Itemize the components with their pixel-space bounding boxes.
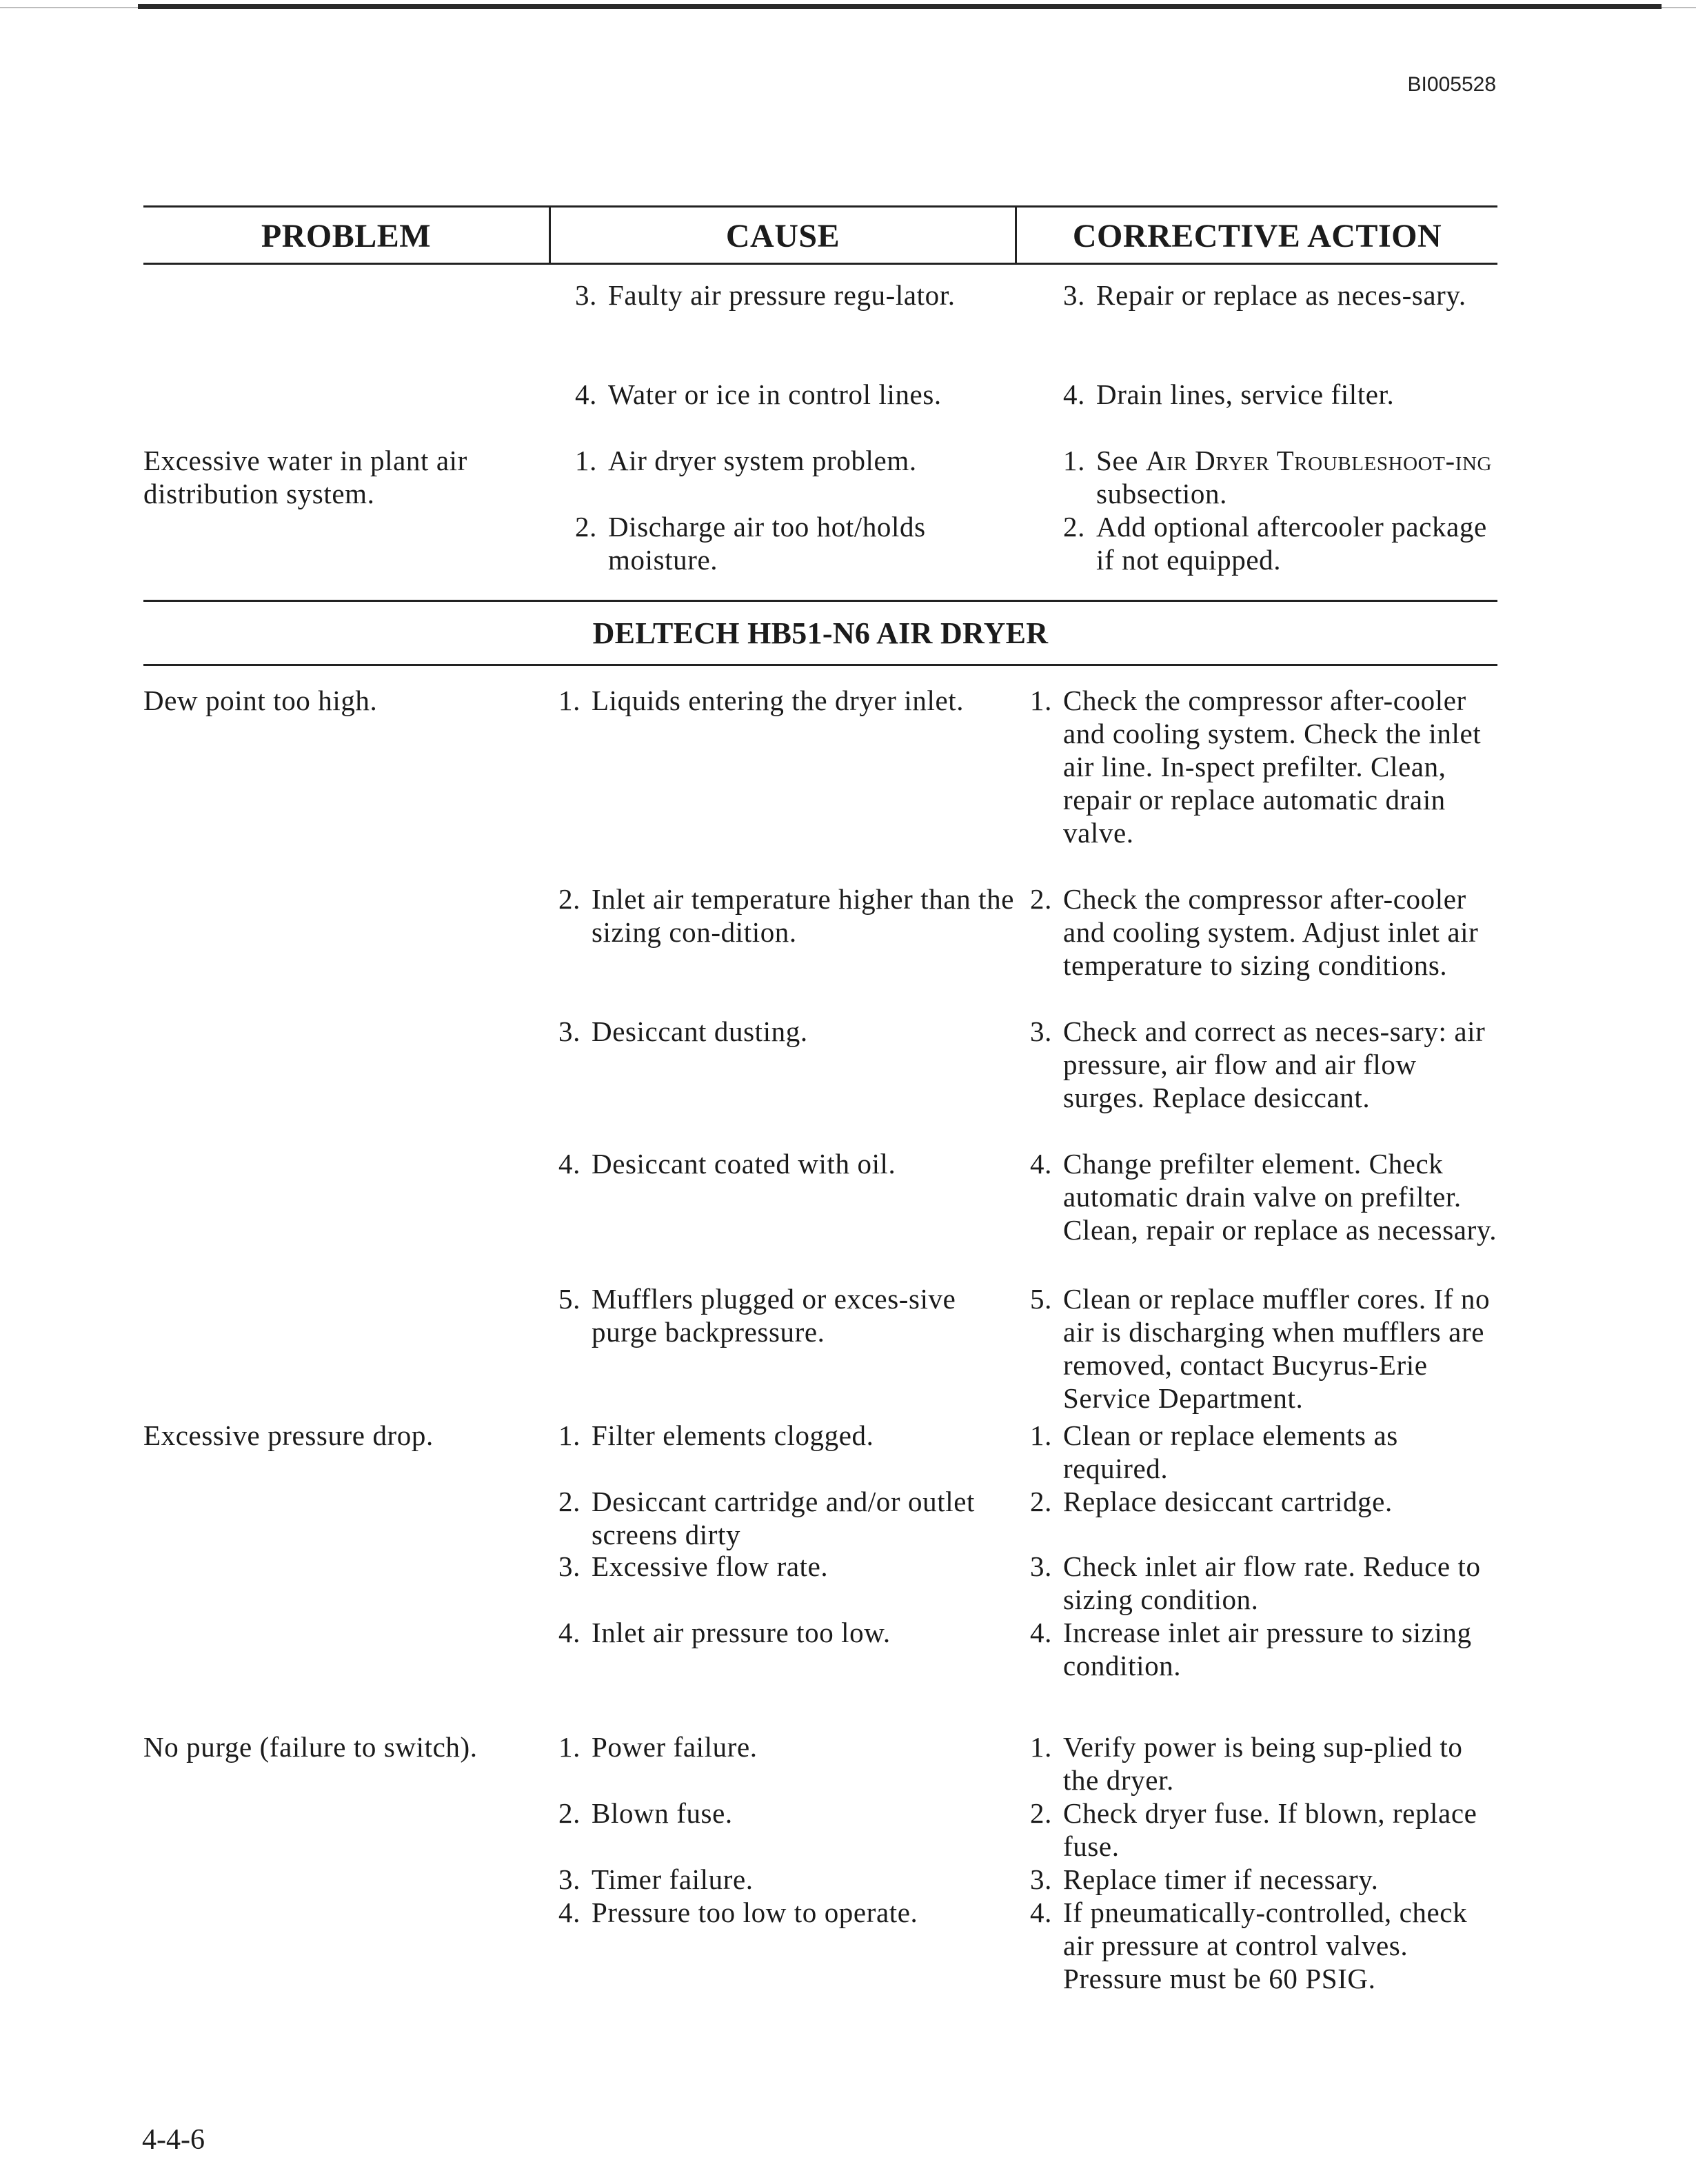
- cause-item: [549, 1485, 1020, 1550]
- action-text: Replace timer if necessary.: [1063, 1863, 1379, 1895]
- item-number: 2.: [575, 511, 597, 543]
- item-number: 5.: [1030, 1283, 1052, 1315]
- item-number: 4.: [558, 1148, 581, 1180]
- action-item: [1020, 1797, 1497, 1863]
- item-number: 1.: [558, 1419, 581, 1451]
- item-number: 2.: [558, 1797, 581, 1829]
- action-text: Check the compressor after-cooler and cooling system. Check the inlet air line. In-spect prefilter. Clean, repair or replace automatic drain valve.: [1063, 685, 1482, 849]
- item-number: 2.: [558, 1486, 581, 1517]
- top-border: [138, 4, 1662, 9]
- item-number: 4.: [575, 378, 597, 410]
- action-text: Clean or replace muffler cores. If no air is discharging when mufflers are removed, contact Bucyrus-Erie Service Department.: [1063, 1283, 1491, 1414]
- page-number: 4-4-6: [142, 2124, 205, 2156]
- item-number: 1.: [1030, 685, 1052, 716]
- action-text: Check and correct as neces-sary: air pressure, air flow and air flow surges. Replace desiccant.: [1063, 1015, 1486, 1113]
- cause-text: Inlet air pressure too low.: [592, 1617, 891, 1648]
- action-text: Add optional aftercooler package if not equipped.: [1096, 511, 1487, 576]
- table-row: [143, 1730, 1497, 1995]
- problem-cell: Excessive pressure drop.: [143, 1419, 434, 1451]
- cause-cell: [565, 279, 1027, 411]
- action-item: [1020, 684, 1497, 882]
- action-item: [1027, 378, 1497, 411]
- cause-cell: [549, 684, 1020, 1415]
- cause-text: Discharge air too hot/holds moisture.: [608, 511, 926, 576]
- table-row: [143, 684, 1497, 1415]
- action-item: [1020, 1282, 1497, 1415]
- cause-text: Liquids entering the dryer inlet.: [592, 685, 965, 716]
- action-item: [1020, 1550, 1497, 1616]
- cause-text: Timer failure.: [592, 1863, 754, 1895]
- item-number: 2.: [1030, 883, 1052, 915]
- cause-item: [549, 1730, 1020, 1797]
- item-number: 3.: [1030, 1863, 1052, 1895]
- action-text: Replace desiccant cartridge.: [1063, 1486, 1393, 1517]
- cause-cell: [549, 1419, 1020, 1682]
- cause-item: [549, 684, 1020, 882]
- item-number: 2.: [558, 883, 581, 915]
- item-number: 4.: [1030, 1617, 1052, 1648]
- action-text: Change prefilter element. Check automatic drain valve on prefilter. Clean, repair or replace as necessary.: [1063, 1148, 1497, 1246]
- header-problem: PROBLEM: [261, 218, 432, 254]
- action-cell: [1020, 684, 1497, 1415]
- item-number: 3.: [558, 1863, 581, 1895]
- problem-cell: Dew point too high.: [143, 685, 378, 716]
- action-text: If pneumatically-controlled, check air pressure at control valves. Pressure must be 60 PSIG.: [1063, 1897, 1468, 1994]
- cause-text: Desiccant dusting.: [592, 1015, 808, 1047]
- item-number: 1.: [1030, 1419, 1052, 1451]
- action-item: [1020, 1485, 1497, 1550]
- item-number: 4.: [1030, 1897, 1052, 1928]
- cause-item: [549, 1282, 1020, 1348]
- cause-item: [565, 510, 1027, 576]
- cause-item: [565, 279, 1027, 378]
- cause-text: Mufflers plugged or exces-sive purge backpressure.: [592, 1283, 956, 1348]
- item-number: 3.: [1030, 1550, 1052, 1582]
- cause-text: Inlet air temperature higher than the sizing con-dition.: [592, 883, 1015, 948]
- cause-item: [549, 882, 1020, 1015]
- action-text: See Air Dryer Troubleshoot-ing subsection.: [1096, 445, 1493, 509]
- item-number: 4.: [1063, 378, 1085, 410]
- cause-text: Faulty air pressure regu-lator.: [608, 279, 956, 311]
- cause-item: [549, 1550, 1020, 1616]
- table-header: [143, 205, 1497, 265]
- action-cell: [1020, 1730, 1497, 1995]
- cause-item: [549, 1147, 1020, 1282]
- item-number: 4.: [558, 1897, 581, 1928]
- item-number: 3.: [575, 279, 597, 311]
- item-number: 2.: [1030, 1797, 1052, 1829]
- table-row: [143, 279, 1497, 411]
- section-title: DELTECH HB51-N6 AIR DRYER: [592, 616, 1049, 650]
- item-number: 1.: [575, 445, 597, 476]
- action-item: [1020, 1863, 1497, 1896]
- action-text: Clean or replace elements as required.: [1063, 1419, 1398, 1484]
- section-divider: [143, 664, 1497, 666]
- problem-cell: [143, 279, 565, 411]
- action-text: Check inlet air flow rate. Reduce to sizing condition.: [1063, 1550, 1481, 1615]
- action-item: [1020, 1147, 1497, 1282]
- action-text: Verify power is being sup-plied to the dryer.: [1063, 1731, 1463, 1796]
- cause-text: Excessive flow rate.: [592, 1550, 829, 1582]
- action-cell: [1020, 1419, 1497, 1682]
- action-text: Check the compressor after-cooler and cooling system. Adjust inlet air temperature to sizing conditions.: [1063, 883, 1479, 981]
- item-number: 3.: [1030, 1015, 1052, 1047]
- cause-text: Power failure.: [592, 1731, 758, 1763]
- item-number: 2.: [1063, 511, 1085, 543]
- cause-text: Water or ice in control lines.: [608, 378, 942, 410]
- action-text: Check dryer fuse. If blown, replace fuse.: [1063, 1797, 1477, 1862]
- cause-text: Air dryer system problem.: [608, 445, 917, 476]
- item-number: 1.: [1063, 445, 1085, 476]
- item-number: 2.: [1030, 1486, 1052, 1517]
- cause-item: [565, 444, 1027, 510]
- cause-item: [549, 1797, 1020, 1863]
- header-corrective-action: CORRECTIVE ACTION: [1015, 208, 1497, 263]
- item-number: 1.: [558, 1731, 581, 1763]
- action-item: [1020, 1419, 1497, 1485]
- table-row: [143, 444, 1497, 576]
- cause-item: [549, 1616, 1020, 1649]
- action-item: [1020, 1896, 1497, 1995]
- problem-cell: Excessive water in plant air distribution system.: [143, 445, 467, 509]
- item-number: 5.: [558, 1283, 581, 1315]
- troubleshooting-table: [143, 205, 1497, 1995]
- table-row: [143, 1419, 1497, 1682]
- cause-item: [565, 378, 1027, 411]
- cause-cell: [565, 444, 1027, 576]
- action-text: Repair or replace as neces-sary.: [1096, 279, 1466, 311]
- problem-cell: No purge (failure to switch).: [143, 1731, 478, 1763]
- header-cause: CAUSE: [549, 208, 1015, 263]
- cause-text: Filter elements clogged.: [592, 1419, 874, 1451]
- cause-cell: [549, 1730, 1020, 1995]
- document-id: BI005528: [1407, 73, 1496, 96]
- item-number: 4.: [558, 1617, 581, 1648]
- item-number: 3.: [558, 1015, 581, 1047]
- action-cell: [1027, 279, 1497, 411]
- action-cell: [1027, 444, 1497, 576]
- action-item: [1020, 1616, 1497, 1682]
- item-number: 3.: [1063, 279, 1085, 311]
- item-number: 3.: [558, 1550, 581, 1582]
- action-item: [1027, 279, 1497, 378]
- cause-text: Pressure too low to operate.: [592, 1897, 918, 1928]
- item-number: 1.: [1030, 1731, 1052, 1763]
- action-item: [1020, 1730, 1497, 1797]
- cause-item: [549, 1015, 1020, 1147]
- action-item: [1027, 510, 1497, 576]
- cause-item: [549, 1896, 1020, 1929]
- cause-text: Desiccant cartridge and/or outlet screens dirty: [592, 1486, 975, 1550]
- action-text: Increase inlet air pressure to sizing condition.: [1063, 1617, 1472, 1681]
- cause-text: Desiccant coated with oil.: [592, 1148, 896, 1180]
- cause-text: Blown fuse.: [592, 1797, 733, 1829]
- action-item: [1020, 882, 1497, 1015]
- item-number: 1.: [558, 685, 581, 716]
- action-item: [1027, 444, 1497, 510]
- action-text: Drain lines, service filter.: [1096, 378, 1395, 410]
- item-number: 4.: [1030, 1148, 1052, 1180]
- cause-item: [549, 1863, 1020, 1896]
- cause-item: [549, 1419, 1020, 1485]
- action-item: [1020, 1015, 1497, 1147]
